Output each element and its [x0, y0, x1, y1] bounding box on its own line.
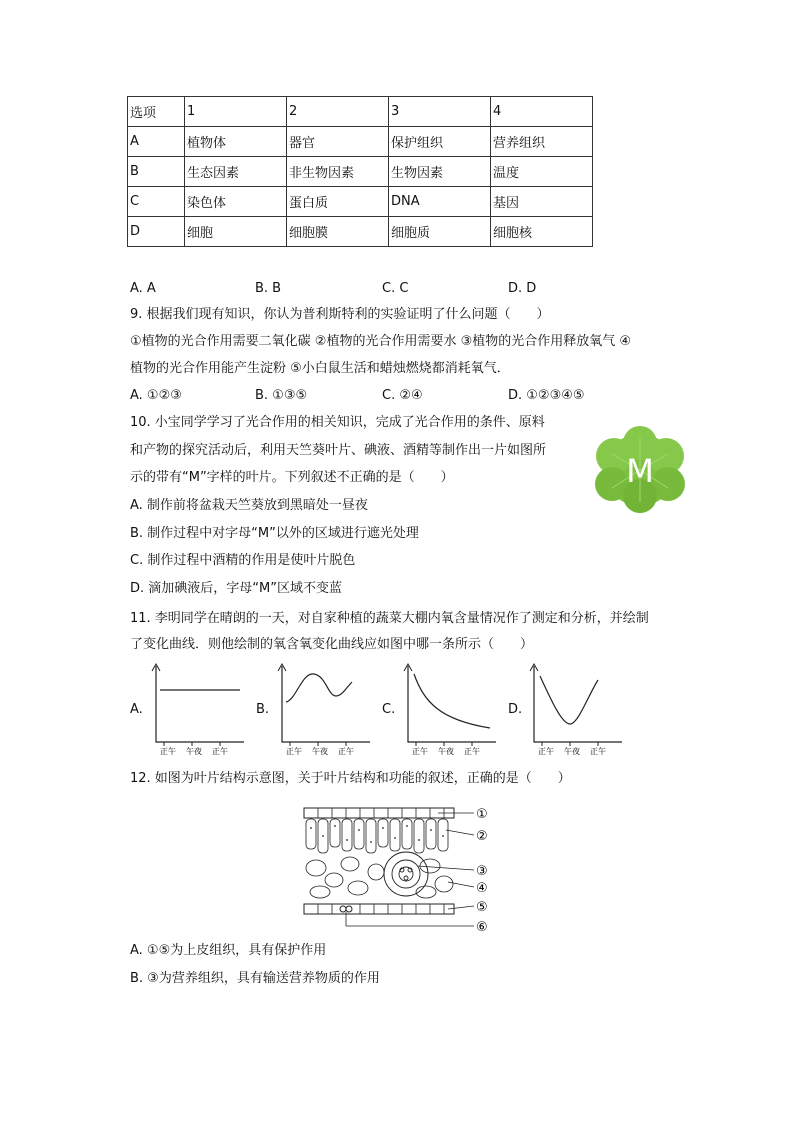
q10-option-a[interactable]: A. 制作前将盆栽天竺葵放到黑暗处一昼夜: [130, 498, 368, 513]
tick-label: 正午: [412, 747, 428, 756]
leaf-cross-section-diagram: [298, 800, 508, 940]
q11-choice-d-label[interactable]: D.: [508, 702, 523, 717]
table-cell: 细胞质: [389, 217, 491, 247]
table-cell: 细胞核: [491, 217, 593, 247]
tick-label: 正午: [590, 747, 606, 756]
q9-choice-c[interactable]: C. ②④: [382, 388, 423, 403]
table-cell: 营养组织: [491, 127, 593, 157]
geranium-leaf-image: [592, 426, 688, 514]
table-cell: D: [128, 217, 185, 247]
q10-stem-line2: 和产物的探究活动后，利用天竺葵叶片、碘液、酒精等制作出一片如图所: [130, 443, 547, 458]
q11-stem-line2: 了变化曲线．则他绘制的氧含氧变化曲线应如图中哪一条所示（ ）: [130, 637, 534, 652]
tick-label: 正午: [538, 747, 554, 756]
tick-label: 正午: [338, 747, 354, 756]
q9-line3: 植物的光合作用能产生淀粉 ⑤小白鼠生活和蜡烛燃烧都消耗氧气．: [130, 361, 510, 376]
q9-line2: ①植物的光合作用需要二氧化碳 ②植物的光合作用需要水 ③植物的光合作用释放氧气 ④: [130, 334, 632, 349]
table-cell: 温度: [491, 157, 593, 187]
table-cell: 细胞: [185, 217, 287, 247]
tick-label: 午夜: [564, 747, 580, 756]
marker-2: ②: [476, 829, 488, 844]
q8-choice-b[interactable]: B. B: [255, 281, 282, 296]
table-cell: 基因: [491, 187, 593, 217]
marker-6: ⑥: [476, 920, 488, 935]
q9-choice-b[interactable]: B. ①③⑤: [255, 388, 308, 403]
q10-option-b[interactable]: B. 制作过程中对字母“M”以外的区域进行遮光处理: [130, 526, 419, 541]
table-cell: 保护组织: [389, 127, 491, 157]
table-cell: 细胞膜: [287, 217, 389, 247]
marker-4: ④: [476, 881, 488, 896]
table-header-row: [128, 97, 593, 127]
table-cell: 3: [389, 97, 491, 127]
curve-decline: [414, 674, 490, 728]
curve-wave: [286, 674, 352, 702]
tick-label: 正午: [286, 747, 302, 756]
table-cell: 4: [491, 97, 593, 127]
q11-stem-line1: 11. 李明同学在晴朗的一天，对自家种植的蔬菜大棚内氧含量情况作了测定和分析，并绘制: [130, 611, 649, 626]
q10-option-d[interactable]: D. 滴加碘液后，字母“M”区域不变蓝: [130, 581, 342, 596]
q11-graph-d[interactable]: [526, 662, 626, 758]
table-row: [128, 217, 593, 247]
q12-option-a[interactable]: A. ①⑤为上皮组织，具有保护作用: [130, 943, 327, 958]
q9-choice-a[interactable]: A. ①②③: [130, 388, 182, 403]
q11-choice-a-label[interactable]: A.: [130, 702, 143, 717]
q11-graph-c[interactable]: [400, 662, 500, 758]
table-cell: 蛋白质: [287, 187, 389, 217]
marker-5: ⑤: [476, 900, 488, 915]
q8-choice-a[interactable]: A. A: [130, 281, 156, 296]
table-cell: 染色体: [185, 187, 287, 217]
options-table: [127, 96, 593, 247]
q9-choice-d[interactable]: D. ①②③④⑤: [508, 388, 585, 403]
q12-option-b[interactable]: B. ③为营养组织，具有输送营养物质的作用: [130, 971, 380, 986]
table-cell: 植物体: [185, 127, 287, 157]
table-cell: DNA: [389, 187, 491, 217]
q10-stem-line3: 示的带有“M”字样的叶片。下列叙述不正确的是（ ）: [130, 470, 454, 485]
table-cell: 1: [185, 97, 287, 127]
table-cell: 生态因素: [185, 157, 287, 187]
tick-label: 午夜: [312, 747, 328, 756]
table-cell: B: [128, 157, 185, 187]
tick-label: 正午: [212, 747, 228, 756]
marker-1: ①: [476, 807, 488, 822]
q11-graph-a[interactable]: [148, 662, 248, 758]
table-cell: C: [128, 187, 185, 217]
table-row: [128, 187, 593, 217]
q8-choice-c[interactable]: C. C: [382, 281, 409, 296]
table-row: [128, 157, 593, 187]
table-cell: 选项: [128, 97, 185, 127]
table-cell: 生物因素: [389, 157, 491, 187]
table-cell: 2: [287, 97, 389, 127]
q9-stem: 9. 根据我们现有知识，你认为普利斯特利的实验证明了什么问题（ ）: [130, 307, 550, 322]
curve-valley: [540, 676, 598, 724]
table-cell: A: [128, 127, 185, 157]
tick-label: 正午: [160, 747, 176, 756]
q10-option-c[interactable]: C. 制作过程中酒精的作用是使叶片脱色: [130, 553, 356, 568]
q10-stem-line1: 10. 小宝同学学习了光合作用的相关知识，完成了光合作用的条件、原料: [130, 415, 545, 430]
q8-choice-d[interactable]: D. D: [508, 281, 537, 296]
q11-graph-b[interactable]: [274, 662, 374, 758]
marker-3: ③: [476, 864, 488, 879]
tick-label: 正午: [464, 747, 480, 756]
table-cell: 非生物因素: [287, 157, 389, 187]
leaf-letter: M: [626, 452, 654, 490]
q11-choice-b-label[interactable]: B.: [256, 702, 270, 717]
q12-stem: 12. 如图为叶片结构示意图，关于叶片结构和功能的叙述，正确的是（ ）: [130, 771, 571, 786]
tick-label: 午夜: [186, 747, 202, 756]
tick-label: 午夜: [438, 747, 454, 756]
table-cell: 器官: [287, 127, 389, 157]
table-row: [128, 127, 593, 157]
q11-choice-c-label[interactable]: C.: [382, 702, 396, 717]
